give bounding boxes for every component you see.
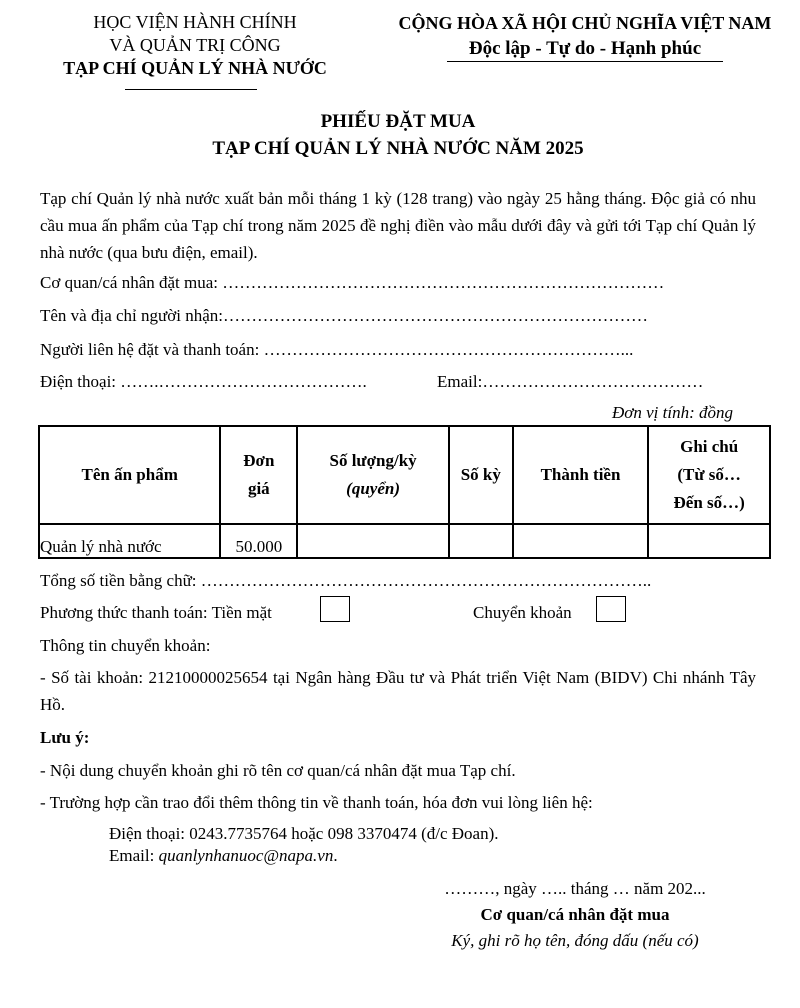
intro-paragraph: Tạp chí Quản lý nhà nước xuất bản mỗi tháng 1 kỳ (128 trang) vào ngày 25 hằng tháng. Độc giả có nhu cầu mua ấn phẩm của Tạp chí trong năm 2025 đề nghị điền vào mẫu dưới đây và gửi tới Tạp chí Quản lý nhà nước (qua bưu điện, email).	[40, 189, 756, 262]
issuer-block	[30, 11, 360, 80]
form-title	[0, 108, 796, 162]
table-row	[39, 524, 770, 558]
signature-block	[395, 876, 755, 954]
bank-account-info: - Số tài khoản: 21210000025654 tại Ngân hàng Đầu tư và Phát triển Việt Nam (BIDV) Chi nhánh Tây Hồ.	[40, 668, 756, 714]
email-field[interactable]: Email:…………………………………	[437, 372, 704, 391]
header-quantity-line-2: (quyển)	[346, 479, 400, 498]
cell-product: Quản lý nhà nước	[39, 524, 220, 558]
issuer-line-3: TẠP CHÍ QUẢN LÝ NHÀ NƯỚC	[63, 58, 327, 78]
signature-date[interactable]: ………, ngày ….. tháng … năm 202...	[444, 879, 706, 898]
issuer-underline	[125, 89, 257, 90]
header-note-line-1: Ghi chú	[680, 437, 739, 456]
contact-phone: Điện thoại: 0243.7735764 hoặc 098 3370474 (đ/c Đoan).	[109, 824, 499, 843]
header-amount: Thành tiền	[513, 426, 649, 524]
header-price-line-1: Đơn	[243, 451, 275, 470]
cell-price: 50.000	[220, 524, 297, 558]
issuer-line-1: HỌC VIỆN HÀNH CHÍNH	[93, 12, 297, 32]
unit-note: Đơn vị tính: đồng	[612, 403, 733, 422]
national-motto-block	[370, 11, 800, 61]
contact-email-link[interactable]: quanlynhanuoc@napa.vn	[158, 846, 334, 865]
cell-note[interactable]	[648, 524, 770, 558]
orderer-field[interactable]: Cơ quan/cá nhân đặt mua: ……………………………………………………………………	[40, 273, 665, 292]
payment-method-label: Phương thức thanh toán: Tiền mặt	[40, 603, 272, 622]
cash-checkbox[interactable]	[320, 596, 350, 622]
signature-instruction: Ký, ghi rõ họ tên, đóng dấu (nếu có)	[451, 931, 699, 950]
cell-quantity[interactable]	[297, 524, 449, 558]
note-item-1: - Nội dung chuyển khoản ghi rõ tên cơ quan/cá nhân đặt mua Tạp chí.	[40, 761, 516, 780]
transfer-label: Chuyển khoản	[473, 603, 572, 622]
motto: Độc lập - Tự do - Hạnh phúc	[468, 38, 702, 59]
motto-underline	[447, 61, 723, 62]
header-quantity	[297, 426, 449, 524]
country-name: CỘNG HÒA XÃ HỘI CHỦ NGHĨA VIỆT NAM	[398, 13, 772, 33]
header-note-line-3: Đến số…)	[673, 493, 745, 512]
table-header-row	[39, 426, 770, 524]
header-product: Tên ấn phẩm	[39, 426, 220, 524]
contact-email	[109, 846, 338, 866]
contact-email-suffix: .	[333, 846, 338, 865]
header-price	[220, 426, 297, 524]
header-price-line-2: giá	[247, 479, 270, 498]
contact-field[interactable]: Người liên hệ đặt và thanh toán: ………………………………………………………...	[40, 340, 634, 359]
header-note-line-2: (Từ số…	[677, 465, 741, 484]
phone-field[interactable]: Điện thoại: …….……………………………….	[40, 372, 367, 391]
notes-heading: Lưu ý:	[40, 728, 90, 747]
cell-amount[interactable]	[513, 524, 649, 558]
total-words-field[interactable]: Tổng số tiền bằng chữ: ……………………………………………………………………..	[40, 571, 652, 590]
contact-email-label: Email:	[109, 846, 159, 865]
note-item-2: - Trường hợp cần trao đổi thêm thông tin về thanh toán, hóa đơn vui lòng liên hệ:	[40, 793, 593, 812]
receiver-field[interactable]: Tên và địa chỉ người nhận:…………………………………………………………………	[40, 306, 648, 325]
form-title-line-2: TẠP CHÍ QUẢN LÝ NHÀ NƯỚC NĂM 2025	[212, 138, 584, 159]
issuer-line-2: VÀ QUẢN TRỊ CÔNG	[109, 35, 281, 55]
transfer-checkbox[interactable]	[596, 596, 626, 622]
signature-title: Cơ quan/cá nhân đặt mua	[480, 905, 670, 924]
cell-issues[interactable]	[449, 524, 513, 558]
header-quantity-line-1: Số lượng/kỳ	[329, 451, 417, 470]
header-issues: Số kỳ	[449, 426, 513, 524]
header-note	[648, 426, 770, 524]
order-table	[38, 425, 771, 559]
transfer-info-heading: Thông tin chuyển khoản:	[40, 636, 211, 655]
form-title-line-1: PHIẾU ĐẶT MUA	[320, 111, 476, 132]
